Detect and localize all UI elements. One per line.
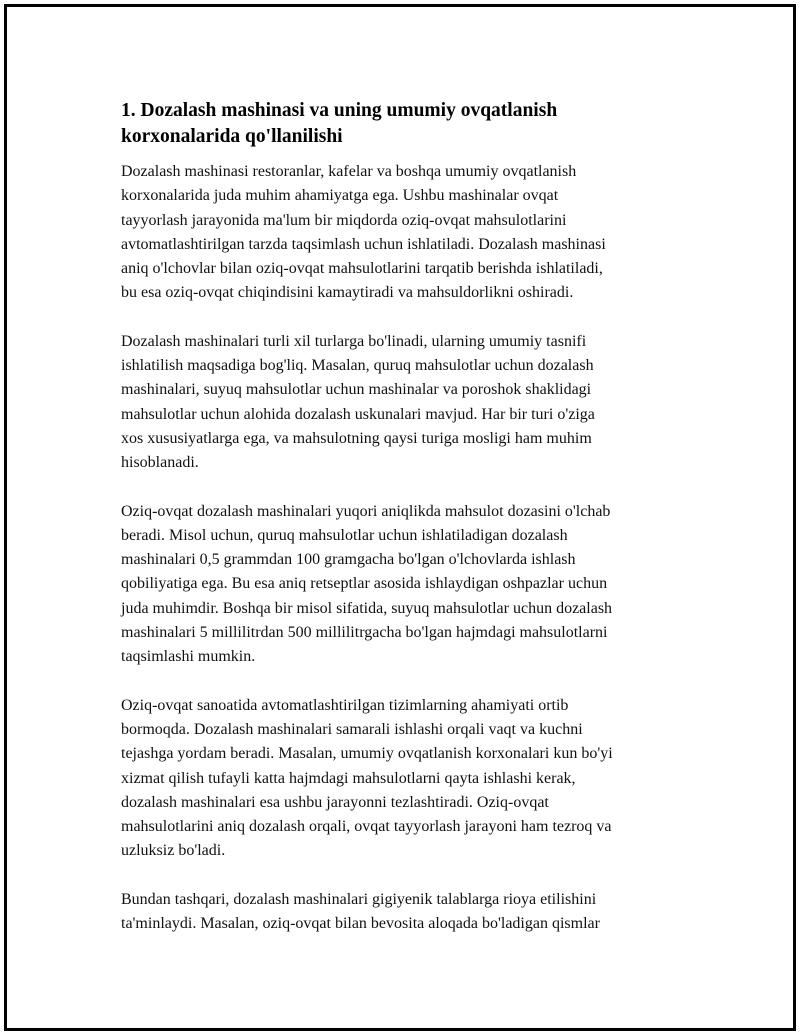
paragraph-3 <box>121 500 701 670</box>
text-line: qobiliyatiga ega. Bu esa aniq retseptlar asosida ishlaydigan oshpazlar uchun <box>121 575 608 593</box>
text-line: korxonalarida juda muhim ahamiyatga ega. Ushbu mashinalar ovqat <box>121 187 559 205</box>
text-line: aniq o'lchovlar bilan oziq-ovqat mahsulotlarini tarqatib berishda ishlatiladi, <box>121 260 603 278</box>
paragraph-4 <box>121 694 701 864</box>
text-line: bormoqda. Dozalash mashinalari samarali ishlashi orqali vaqt va kuchni <box>121 720 583 738</box>
paragraph-5 <box>121 888 701 937</box>
text-line: hisoblanadi. <box>121 454 199 472</box>
text-line: mashinalari 0,5 grammdan 100 gramgacha bo'lgan o'lchovlarda ishlash <box>121 551 576 569</box>
section-heading <box>121 98 701 150</box>
text-line: avtomatlashtirilgan tarzda taqsimlash uchun ishlatiladi. Dozalash mashinasi <box>121 235 606 253</box>
paragraph-1 <box>121 160 701 306</box>
text-line: xos xususiyatlarga ega, va mahsulotning qaysi turiga mosligi ham muhim <box>121 429 592 447</box>
text-line: tayyorlash jarayonida ma'lum bir miqdorda oziq-ovqat mahsulotlarini <box>121 211 567 229</box>
paragraph-2 <box>121 330 701 476</box>
text-line: taqsimlashi mumkin. <box>121 648 256 666</box>
text-line: mahsulotlarini aniq dozalash orqali, ovqat tayyorlash jarayoni ham tezroq va <box>121 818 612 836</box>
document-page <box>4 4 796 1031</box>
document-body <box>121 98 701 960</box>
text-line: uzluksiz bo'ladi. <box>121 842 226 860</box>
text-line: juda muhimdir. Boshqa bir misol sifatida, suyuq mahsulotlar uchun dozalash <box>121 599 613 617</box>
heading-line: 1. Dozalash mashinasi va uning umumiy ovqatlanish <box>121 100 558 121</box>
text-line: Oziq-ovqat sanoatida avtomatlashtirilgan tizimlarning ahamiyati ortib <box>121 696 569 714</box>
text-line: ta'minlaydi. Masalan, oziq-ovqat bilan bevosita aloqada bo'ladigan qismlar <box>121 915 600 933</box>
text-line: tejashga yordam beradi. Masalan, umumiy ovqatlanish korxonalari kun bo'yi <box>121 745 613 763</box>
text-line: bu esa oziq-ovqat chiqindisini kamaytiradi va mahsuldorlikni oshiradi. <box>121 284 574 302</box>
text-line: ishlatilish maqsadiga bog'liq. Masalan, quruq mahsulotlar uchun dozalash <box>121 357 594 375</box>
text-line: mashinalari 5 millilitrdan 500 millilitrgacha bo'lgan hajmdagi mahsulotlarni <box>121 624 608 642</box>
text-line: mashinalari, suyuq mahsulotlar uchun mashinalar va poroshok shaklidagi <box>121 381 592 399</box>
text-line: Dozalash mashinalari turli xil turlarga bo'linadi, ularning umumiy tasnifi <box>121 332 587 350</box>
text-line: mahsulotlar uchun alohida dozalash uskunalari mavjud. Har bir turi o'ziga <box>121 405 595 423</box>
text-line: beradi. Misol uchun, quruq mahsulotlar uchun ishlatiladigan dozalash <box>121 526 568 544</box>
text-line: Oziq-ovqat dozalash mashinalari yuqori aniqlikda mahsulot dozasini o'lchab <box>121 502 611 520</box>
text-line: dozalash mashinalari esa ushbu jarayonni tezlashtiradi. Oziq-ovqat <box>121 793 549 811</box>
heading-line: korxonalarida qo'llanilishi <box>121 126 343 147</box>
text-line: xizmat qilish tufayli katta hajmdagi mahsulotlarni qayta ishlashi kerak, <box>121 769 576 787</box>
text-line: Dozalash mashinasi restoranlar, kafelar va boshqa umumiy ovqatlanish <box>121 163 577 180</box>
text-line: Bundan tashqari, dozalash mashinalari gigiyenik talablarga rioya etilishini <box>121 890 597 908</box>
